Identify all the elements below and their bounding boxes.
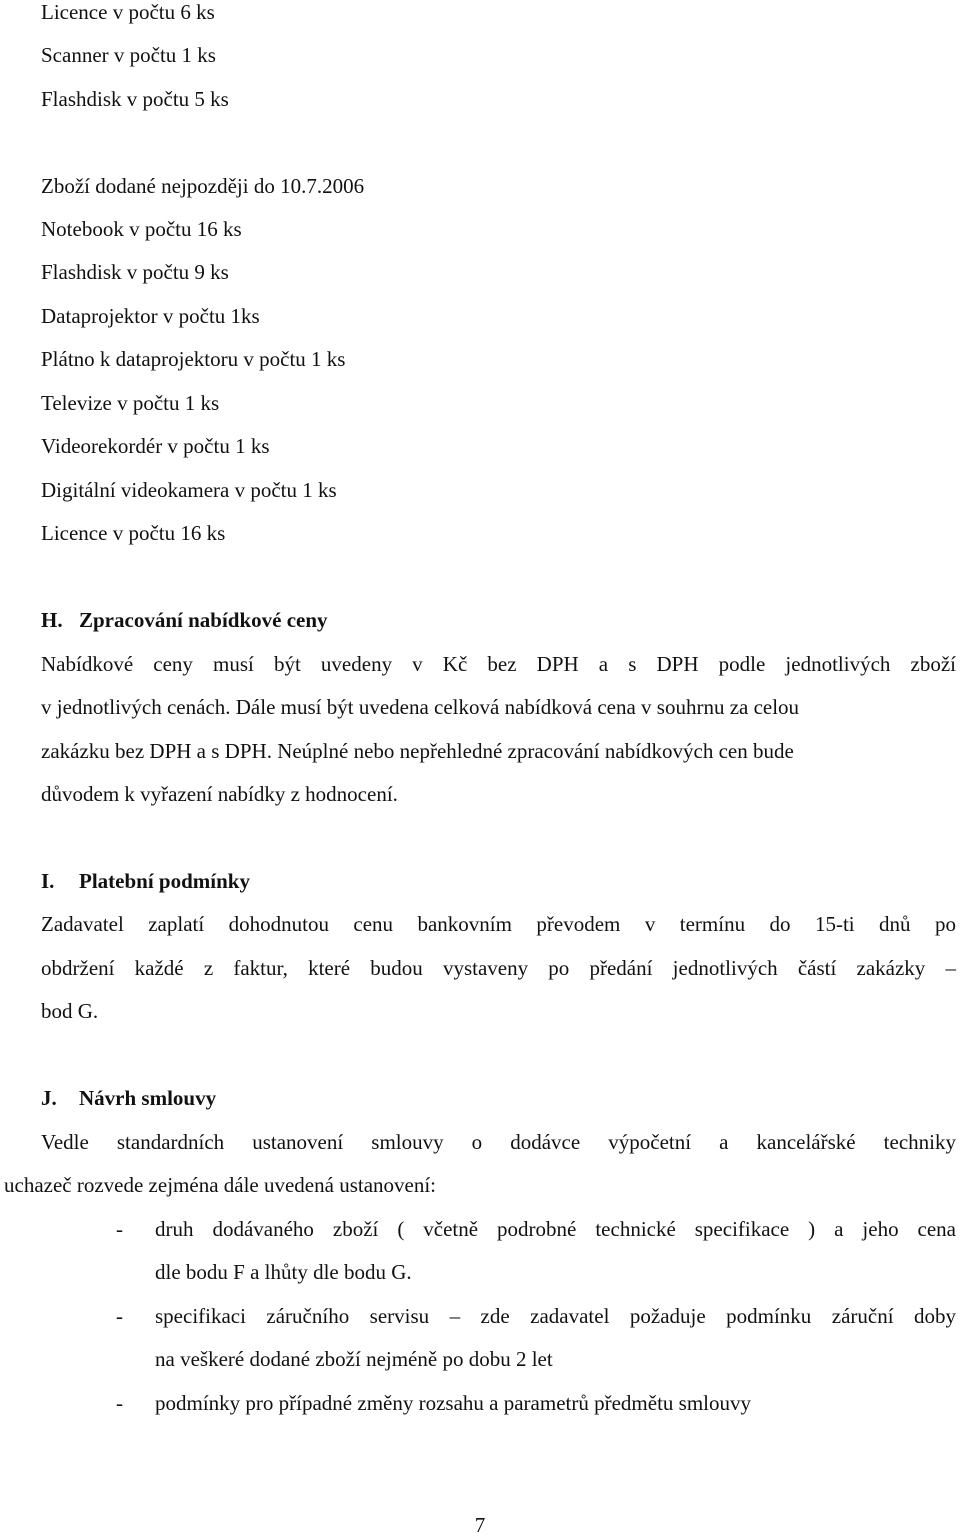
list-item: Dataprojektor v počtu 1ks <box>41 304 260 328</box>
section-letter: H. <box>41 608 63 632</box>
list-item: Televize v počtu 1 ks <box>41 391 220 415</box>
list-item: Flashdisk v počtu 9 ks <box>41 260 229 284</box>
paragraph-line: zakázku bez DPH a s DPH. Neúplné nebo nepřehledné zpracování nabídkových cen bude <box>41 739 794 763</box>
section-heading-i <box>41 871 250 892</box>
section-letter: I. <box>41 869 55 893</box>
list-item: Scanner v počtu 1 ks <box>41 43 216 67</box>
bullet-line: dle bodu F a lhůty dle bodu G. <box>155 1260 412 1284</box>
paragraph-line: Zadavatel zaplatí dohodnutou cenu bankovním převodem v termínu do 15-ti dnů po <box>41 912 956 936</box>
page-number: 7 <box>474 1513 486 1537</box>
paragraph-line: v jednotlivých cenách. Dále musí být uvedena celková nabídková cena v souhrnu za celou <box>41 695 800 719</box>
list-item: Licence v počtu 16 ks <box>41 521 226 545</box>
paragraph-line: důvodem k vyřazení nabídky z hodnocení. <box>41 782 398 806</box>
section-title: Zpracování nabídkové ceny <box>79 608 328 632</box>
paragraph-line: Vedle standardních ustanovení smlouvy o dodávce výpočetní a kancelářské techniky <box>41 1130 956 1154</box>
paragraph-line: obdržení každé z faktur, které budou vystaveny po předání jednotlivých částí zakázky – <box>41 956 956 980</box>
list-title: Zboží dodané nejpozději do 10.7.2006 <box>41 174 365 198</box>
bullet-dash: - <box>116 1391 123 1415</box>
bullet-dash: - <box>116 1304 123 1328</box>
list-item: Plátno k dataprojektoru v počtu 1 ks <box>41 347 346 371</box>
list-item: Flashdisk v počtu 5 ks <box>41 87 229 111</box>
list-item: Licence v počtu 6 ks <box>41 0 215 24</box>
list-item: Videorekordér v počtu 1 ks <box>41 434 270 458</box>
bullet-line: specifikaci záručního servisu – zde zadavatel požaduje podmínku záruční doby <box>155 1304 956 1328</box>
section-heading-h <box>41 610 328 631</box>
section-title: Návrh smlouvy <box>79 1086 217 1110</box>
section-heading-j <box>41 1088 216 1109</box>
bullet-line: podmínky pro případné změny rozsahu a parametrů předmětu smlouvy <box>155 1391 751 1415</box>
paragraph-line: bod G. <box>41 999 99 1023</box>
paragraph-line: uchazeč rozvede zejména dále uvedená ustanovení: <box>4 1173 437 1197</box>
list-item: Notebook v počtu 16 ks <box>41 217 242 241</box>
paragraph-line: Nabídkové ceny musí být uvedeny v Kč bez DPH a s DPH podle jednotlivých zboží <box>41 652 956 676</box>
section-title: Platební podmínky <box>79 869 250 893</box>
section-letter: J. <box>41 1086 57 1110</box>
bullet-line: na veškeré dodané zboží nejméně po dobu 2 let <box>155 1347 553 1371</box>
list-item: Digitální videokamera v počtu 1 ks <box>41 478 337 502</box>
bullet-line: druh dodávaného zboží ( včetně podrobné technické specifikace ) a jeho cena <box>155 1217 956 1241</box>
bullet-dash: - <box>116 1217 123 1241</box>
